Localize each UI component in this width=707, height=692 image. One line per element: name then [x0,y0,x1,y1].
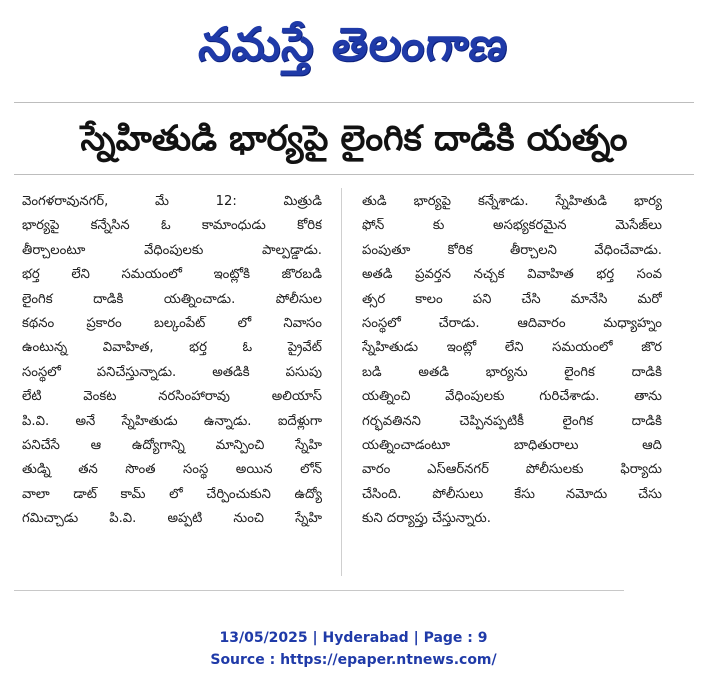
article-line: చేసింది. పోలీసులు కేసు నమోదు చేసు [362,486,662,502]
article-line: భార్యపై కన్నేసిన ఓ కామాంధుడు కోరిక [22,218,322,234]
article-line: వాలా డాట్ కామ్ లో చేర్పించుకుని ఉద్యో [22,486,322,502]
article-line: అతడి ప్రవర్తన నచ్చక వివాహిత భర్త సంవ [362,267,662,283]
article-line: త్సర కాలం పని చేసి మానేసి మరో [362,291,662,307]
article-bottom-rule [14,590,624,591]
article-headline: స్నేహితుడి భార్యపై లైంగిక దాడికి యత్నం [80,119,628,159]
article-line: గమిచ్చాడు పి.వి. అప్పటి నుంచి స్నేహి [22,511,322,527]
masthead [0,8,707,80]
article-line: తుడి భార్యపై కన్నేశాడు. స్నేహితుడి భార్య [362,194,662,209]
article-line: సంస్థలో చేరాడు. ఆదివారం మధ్యాహ్నం [362,315,662,331]
article-line: తీర్చాలంటూ వేధింపులకు పాల్పడ్డాడు. [22,242,322,258]
article-line: స్నేహితుడు ఇంట్లో లేని సమయంలో జొర [362,340,662,356]
footer-date-line: 13/05/2025 | Hyderabad | Page : 9 [219,630,488,646]
article-line: యత్నించాడంటూ బాధితురాలు ఆది [362,437,662,453]
article-line: వారం ఎస్ఆర్‌నగర్ పోలీసులకు ఫిర్యాదు [362,462,662,478]
article-line: ఉంటున్న వివాహిత, భర్త ఓ ప్రైవేట్ [22,340,322,356]
headline-bottom-rule [14,174,694,175]
article-line: వెంగళరావునగర్, మే 12: మిత్రుడి [22,194,322,209]
article-line: పనిచేసే ఆ ఉద్యోగాన్ని మాన్పించి స్నేహి [22,437,322,453]
article-line: భర్త లేని సమయంలో ఇంట్లోకి జొరబడి [22,267,322,283]
article-line: లేటి వెంకట నరసింహారావు అలియాస్ [22,389,322,405]
article-column-left [22,190,322,580]
article-line: సంస్థలో పనిచేస్తున్నాడు. అతడికి పసుపు [22,364,322,380]
article-line: కుని దర్యాప్తు చేస్తున్నారు. [362,511,491,527]
article-line: పి.వి. అనే స్నేహితుడు ఉన్నాడు. ఐదేళ్లుగా [22,413,322,429]
article-line: కథనం ప్రకారం బల్కంపేట్ లో నివాసం [22,315,322,331]
footer-source-line: Source : https://epaper.ntnews.com/ [210,652,497,668]
headline-top-rule [14,102,694,103]
column-divider [341,188,342,576]
newspaper-logo: నమస్తే తెలంగాణ [195,17,512,71]
article-line: లైంగిక దాడికి యత్నించాడు. పోలీసుల [22,291,322,307]
article-line: బడి అతడి భార్యను లైంగిక దాడికి [362,364,662,380]
article-line: తుడ్ని తన సొంత సంస్థ అయిన లోన్ [22,462,322,478]
article-line: పంపుతూ కోరిక తీర్చాలని వేధించేవాడు. [362,242,662,258]
article-line: గర్భవతినని చెప్పినప్పటికీ లైంగిక దాడికి [362,413,662,429]
article-column-right [362,190,662,580]
article-line: ఫోన్ కు అసభ్యకరమైన మెసేజ్‌లు [362,218,662,234]
article-line: యత్నించి వేధింపులకు గురిచేశాడు. తాను [362,389,662,405]
